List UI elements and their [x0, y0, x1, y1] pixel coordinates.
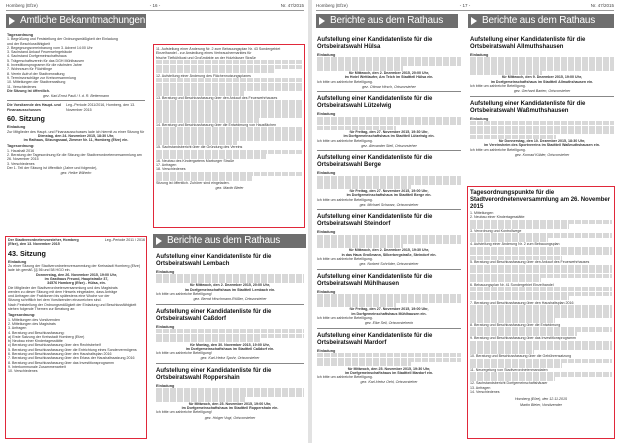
wahl-title: Aufstellung einer Kandidatenliste für die Ortsbeiratswahl Mühlhausen [317, 273, 433, 287]
list-item: b) Neubau einer Kindertagesstätte [8, 339, 63, 344]
wahl-place: im Dorfgemeinschaftshaus im Stadtteil Caßdorf ein. [185, 346, 275, 351]
svv-body-line: Nach Feststellung der Ordnungsmäßigkeit der Einladung und Beschlussfähigkeit [8, 302, 137, 307]
banner-arrow-icon [9, 17, 15, 25]
banner-amtliche-bekanntmachungen [6, 14, 146, 28]
list-item: 5. Beratung und Beschlussfassung über den Ankauf des Feuerwehrhauses [470, 260, 590, 265]
wahl-signature: gez. Holger Vogt, Ortsvorsteher [204, 415, 256, 420]
list-item: 10. Verschiedenes [8, 369, 38, 374]
sitzung60-tagesordnung: Tagesordnung: [7, 144, 35, 149]
wahl-date: für Mittwoch, den 2. Dezember 2015, 20:00 Uhr, [348, 70, 430, 75]
list-item: 5. Beratung und Beschlussfassung über die Entrichtung eines Sondervermögens [8, 347, 137, 352]
right-page [312, 0, 618, 443]
wahl-closing: Ich bitte um zahlreiche Beteiligung! [156, 292, 212, 297]
wahl-signature: gez. Michael Schwarz, Ortsvorsteher [359, 203, 419, 208]
list-item: a) Erste Satzung der Kreisstadt Homberg (Efze) [8, 334, 85, 339]
list-item: frische Tiefkühlkost und Großmärkte an der Holzhäuser Straße [156, 55, 256, 60]
list-item: 2. Neubau einer Kindertagesstätte [470, 215, 525, 220]
list-item: Einzelhandel - zur Ansiedlung eines Verbrauchermarktes für [156, 51, 252, 56]
list-item: 2. Begegnungsvereinbarung vom 3. Advent 14:00 Uhr [7, 45, 93, 50]
wahl-signature: gez. Karl-Heinz Spohr, Ortsvorsteher [200, 356, 260, 361]
wahl-date: für Mittwoch, den 2. Dezember 2015, 19:30 Uhr, [348, 248, 430, 253]
tagesordnung-a-list [7, 37, 145, 89]
list-item: 8. Verein Aufruf der Stadtverwaltung [7, 71, 65, 76]
list-item: 13. Beratung und Beschlussfassung über den Ankauf des Feuerwehrhauses [156, 95, 278, 100]
list-item: 6. Bebauungsplan Nr. 41 Sondergebiet Einzelhandel [470, 282, 554, 287]
wahl-closing: Ich bitte um zahlreiche Beteiligung. [470, 84, 526, 89]
sitzung60-signature: gez. Heike Wilhelm [60, 171, 92, 176]
list-item: 5. Trägerschaftsverein für das DGH Mühlhausen [7, 58, 85, 63]
wahl-date: für Mittwoch, den 25. November 2015, 19:00 Uhr, [188, 401, 272, 406]
svv-signature: gez. Martin Bleier [215, 186, 244, 191]
svv-header-right: Leg.-Periode 2011 / 2016 [104, 238, 145, 242]
banner-berichte-rathaus-right-b [468, 14, 614, 28]
wahl-title: Aufstellung einer Kandidatenliste für die Ortsbeiratswahl Berge [317, 155, 433, 169]
list-item: 14. Beratung und Beschlussfassung über die Entwidmung von Hausflächen [156, 122, 277, 127]
list-item: 7. Beratung und Beschlussfassung über den Haushaltsplan 2016 [470, 300, 574, 305]
right-page-column-a: Aufstellung einer Kandidatenliste für die Ortsbeiratswahl Hülsa Einladung für Mittwoch, den 2. Dezember 2015, 20:00 Uhr, im Hotel Wettlaufer, Am Teich im Stadtteil Hülsa ein. Ich bitte um zahlreiche Beteiligung. gez. Ottmar Hirsch, Ortsvorsteher Aufstellung einer Kandidatenliste für die Ortsbeiratswahl Lützelwig Einladung für Freitag, den 27. November 2015, 19:30 Uhr, im Dorfgemeinschaftshaus im Stadtteil Lützelwig ein. Ich bitte um zahlreiche Beteiligung. gez. Alexander Steil, Ortsvorsteher Aufstellung einer Kandidatenliste für die Ortsbeiratswahl Berge Einladung für Freitag, den 27. November 2015, 19:00 Uhr, im Dorfgemeinschaftshaus im Stadtteil Berge ein. Ich bitte um zahlreiche Beteiligung. gez. Michael Schwarz, Ortsvorsteher Aufstellung einer Kandidatenliste für die Ortsbeiratswahl Steindorf Einladung für Mittwoch, den 2. Dezember 2015, 19:30 Uhr, in das Haus Großmann, Silberbergstraße, Steindorf ein. Ich bitte um zahlreiche Beteiligung. gez. Norbert Schröder, Ortsvorsteher Aufstellung einer Kandidatenliste für die Ortsbeiratswahl Mühlhausen Einladung für Freitag, den 27. November 2015, 19:00 Uhr, im Dorfgemeinschaftshaus Mühlhausen ein. Ich bitte um zahlreiche Beteiligung. gez. Elke Seil, Ortsvorsteherin Aufstellung einer Kandidatenliste für die Ortsbeiratswahl Mardorf Einladung für Mittwoch, den 25. November 2015, 19:30 Uhr, im Dorfgemeinschaftshaus im Stadtteil Mardorf ein. Ich bitte um zahlreiche Beteiligung. gez. Karl-Heinz Oehl, Ortsvorsteher [317, 33, 461, 440]
wahl-date: für Freitag, den 27. November 2015, 19:00 Uhr, [349, 307, 429, 312]
banner-arrow-icon [156, 237, 162, 245]
svv-body-line: werden zu dieser Sitzung mit dem Hinweis eingeladen, dass Anträge [8, 289, 118, 294]
wahl-closing: Ich bitte um zahlreiche Beteiligung! [156, 351, 212, 356]
list-item: 2. Beratung der Tagesordnung für die Sitzung der Stadtverordnetenversammlung am 26. November 2015 [7, 153, 142, 162]
list-item: 4. Aufstellung einer Änderung Nr. 2 zum Bebauungsplan [470, 242, 560, 247]
svv-body-line: Sitzung schriftlich bei dem Vorsitzenden einzureichen sind. [8, 298, 102, 303]
vorsitz-row [7, 103, 145, 112]
wahl-signature: gez. Karl-Heinz Oehl, Ortsvorsteher [360, 380, 418, 385]
stadtverordneten-continued-content [156, 47, 303, 226]
sitzung60-einladung: Einladung [7, 125, 26, 130]
tagesordnung-svv-content [470, 189, 612, 436]
list-item: 14. Verschiedenes [470, 389, 500, 394]
box-title: Tagesordnungspunkte für die Stadtverordnetenversammlung am 26. November 2015 [470, 190, 611, 210]
wahl-closing: Ich bitte um zahlreiche Beteiligung! [156, 410, 212, 415]
sitzung60-title: 60. Sitzung [7, 114, 45, 124]
wahl-closing: Ich bitte um zahlreiche Beteiligung. [317, 375, 373, 380]
wahl-signature: gez. Alexander Steil, Ortsvorsteher [361, 143, 417, 148]
svv-body-line: stehen folgende Themen zur Beratung an: [8, 307, 76, 312]
wahl-closing: Ich bitte um zahlreiche Beteiligung. [317, 197, 373, 202]
wahl-place: im Dorfgemeinschaftshaus im Stadtteil Roppershain ein. [181, 406, 279, 410]
list-item: 9. Beratung und Beschlussfassung über das Investitionsprogramm [470, 336, 576, 341]
wahl-signature: gez. Gerhard Barten, Ortsvorsteher [513, 89, 571, 94]
wahl-title: Aufstellung einer Kandidatenliste für die Ortsbeiratswahl Allmuthshausen [470, 37, 586, 50]
banner-title: Berichte aus dem Rathaus [167, 235, 281, 246]
wahl-closing: Ich bitte um zahlreiche Beteiligung. [317, 256, 373, 261]
svv-header-row [8, 238, 145, 247]
svv-place-1: im Gasthaus Freund, Hauptstraße 37, [44, 276, 109, 281]
list-item: 16. Neubau des Kindergartens Marburger Straße [156, 158, 235, 163]
right-header-page-number: - 17 - [459, 3, 471, 8]
wahl-closing: Ich bitte um zahlreiche Beteiligung. [317, 138, 373, 143]
wahl-closing: Ich bitte um zahlreiche Beteiligung. [470, 147, 526, 152]
wahl-place: im Vereinsheim des Sportvereins im Stadtteil Waßmuthshausen ein. [484, 143, 600, 148]
svv-body-line: und Anfragen der Fraktionen bis spätestens eine Woche vor der [8, 294, 110, 299]
vorsitz-right: Leg.-Periode 2011/2016, Homberg, den 13. November 2015 [66, 103, 136, 112]
svv-intro: Zu einer Sitzung der Stadtverordnetenversammlung der Kreisstadt Homberg (Efze) lade ich gemäß §§ 56 und 58 HGO ein. [8, 264, 141, 273]
list-item: 8. Beratung und Beschlussfassung über die Entwidmung [470, 322, 561, 327]
left-page-header [6, 3, 304, 11]
left-header-town: Homberg (Efze) [6, 3, 38, 8]
list-item: 11. Neuregelung von Stadtverordnetenmandaten [470, 367, 548, 372]
wahl-place: in das Haus Großmann, Silberbergstraße, Steindorf ein. [341, 252, 437, 257]
wahl-title: Aufstellung einer Kandidatenliste für die Ortsbeiratswahl Caßdorf [156, 308, 272, 322]
wahl-date: für Freitag, den 27. November 2015, 19:30 Uhr, [349, 130, 429, 135]
banner-arrow-icon [471, 17, 477, 25]
list-item: 6. Investitionsprogramm für die nächsten Jahre [7, 63, 82, 68]
tagesordnung-a-closing: Die Sitzung ist öffentlich. [7, 88, 50, 93]
list-item: 10. Mitteilungen der Stadtverwaltung [7, 80, 66, 85]
svv-einladung: Einladung [8, 259, 27, 264]
list-item: 12. Aufstellung einer Änderung des Flächennutzungsplanes [156, 73, 251, 78]
list-item: 3. Anfragen [8, 326, 27, 331]
svv-title: 43. Sitzung [8, 248, 46, 258]
list-item: 7. Wohnraum für Flüchtlinge [7, 67, 53, 72]
list-item: 17. Anfragen [156, 163, 177, 168]
sitzung60-place: im Rathaus, Sitzungssaal, Zimmer Nr. 11, Homberg (Efze) ein. [23, 138, 129, 143]
left-header-page-number: - 16 - [149, 3, 161, 8]
tagesordnung-a-signature: gez. Karl-Ernst Pauli / f. d. R. Bettermann [43, 94, 109, 99]
list-item: 1. Mitteilungen des Vorsitzenden [8, 317, 60, 322]
wahl-signature: gez. Norbert Schröder, Ortsvorsteher [359, 262, 419, 267]
wahl-place: im Dorfgemeinschaftshaus im Stadtteil Allmuthshausen ein. [490, 79, 594, 84]
divider [7, 100, 145, 101]
wahl-date: für Donnerstag, den 10. Dezember 2015, 18:30 Uhr, [498, 139, 586, 144]
list-item: 2. Mitteilungen des Magistrats [8, 321, 56, 326]
banner-arrow-icon [319, 17, 325, 25]
left-column-top [7, 31, 145, 231]
list-item: 12. Sachstandsbericht Dorfgemeinschaftshäuser [470, 381, 548, 386]
left-header-issue: Nr. 47/2015 [280, 3, 304, 8]
right-page-column-b: Aufstellung einer Kandidatenliste für die Ortsbeiratswahl Allmuthshausen Einladung für Mittwoch, den 9. Dezember 2015, 19:00 Uhr, im Dorfgemeinschaftshaus im Stadtteil Allmuthshausen ein. Ich bitte um zahlreiche Beteiligung. gez. Gerhard Barten, Ortsvorsteher Aufstellung einer Kandidatenliste für die Ortsbeiratswahl Waßmuthshausen Einladung für Donnerstag, den 10. Dezember 2015, 18:30 Uhr, im Vereinsheim des Sportvereins im Stadtteil Waßmuthshausen ein. Ich bitte um zahlreiche Beteiligung. gez. Konrad Kübler, Ortsvorsteher [470, 33, 614, 183]
banner-berichte-rathaus-right-a [316, 14, 458, 28]
sitzung60-closing: Der 1. Teil der Sitzung ist öffentlich (Jahre und folgende), [7, 165, 98, 170]
wahl-title: Aufstellung einer Kandidatenliste für die Ortsbeiratswahl Steindorf [317, 214, 433, 228]
banner-title: Berichte aus dem Rathaus [330, 15, 444, 26]
list-item: 18. Verschiedenes [156, 167, 186, 172]
wahl-place: im Dorfgemeinschaftshaus im Stadtteil Berge ein. [346, 193, 432, 198]
list-item: 1. Mitteilungen [470, 211, 494, 215]
wahl-signature: gez. Elke Seil, Ortsvorsteherin [364, 321, 414, 326]
wahl-title: Aufstellung einer Kandidatenliste für die Ortsbeiratswahl Mardorf [317, 332, 433, 346]
list-item: 8. Beratung und Beschlussfassung über das Investitionsprogramm [8, 360, 114, 365]
wahl-date: für Freitag, den 27. November 2015, 19:00 Uhr, [349, 189, 429, 194]
list-item: 1. Haushalt 2016 [7, 148, 35, 153]
wahl-closing: Ich bitte um zahlreiche Beteiligung. [317, 316, 373, 321]
banner-berichte-rathaus-left [153, 234, 306, 248]
list-item: und der Beschlussfähigkeit [7, 41, 50, 46]
banner-title: Berichte aus dem Rathaus [482, 15, 596, 26]
list-item: 3. Sachstand Ankauf Feuerwehrgebäude [7, 50, 73, 55]
sitzung60-date: Dienstag, den 24. November 2015, 18:30 Uhr, [37, 133, 115, 138]
list-item: 3. Verschiedenes [7, 161, 35, 166]
stadtverordneten-content [8, 238, 145, 437]
list-item: 3. Verordnung und Kontrollwege [470, 228, 522, 233]
left-page [2, 0, 308, 443]
wahl-title: Aufstellung einer Kandidatenliste für die Ortsbeiratswahl Roppershain [156, 367, 272, 381]
right-header-issue: Nr. 47/2015 [590, 3, 614, 8]
wahl-place: im Dorfgemeinschaftshaus im Stadtteil Mardorf ein. [344, 370, 434, 375]
wahl-title: Aufstellung einer Kandidatenliste für die Ortsbeiratswahl Lützelwig [317, 96, 433, 110]
wahl-closing: Ich bitte um zahlreiche Beteiligung. [317, 79, 373, 84]
wahl-place: im Hotel Wettlaufer, Am Teich im Stadtteil Hülsa ein. [344, 75, 434, 80]
list-item: 10. Beratung und Beschlussfassung über die Gebührensatzung [470, 354, 572, 359]
wahl-place: im Dorfgemeinschaftshaus im Stadtteil Lembach ein. [184, 287, 276, 292]
wahl-signature: gez. Konrad Kübler, Ortsvorsteher [514, 152, 570, 157]
list-item: 4. Beratung und Beschlussfassung: [8, 330, 65, 335]
list-item: 9. Terminvorschläge zur Kreisversammlung [7, 75, 76, 80]
sitzung60-intro: Zur Mitglieder des Haupt- und Finanzausschusses lade ich hiermit zu einer Sitzung für [7, 129, 145, 134]
wahl-title: Aufstellung einer Kandidatenliste für die Ortsbeiratswahl Hülsa [317, 37, 433, 50]
wahl-title: Aufstellung einer Kandidatenliste für die Ortsbeiratswahl Waßmuthshausen [470, 100, 586, 114]
wahl-signature: gez. Ottmar Hirsch, Ortsvorsteher [362, 84, 416, 89]
left-page-wahlen-column: Aufstellung einer Kandidatenliste für die Ortsbeiratswahl Lembach Einladung für Mittwoch, den 2. Dezember 2015, 20:00 Uhr, im Dorfgemeinschaftshaus im Stadtteil Lembach ein. Ich bitte um zahlreiche Beteiligung! gez. Bernd Hirschmann-Rößler, Ortsvorsteher Aufstellung einer Kandidatenliste für die Ortsbeiratswahl Caßdorf Einladung für Montag, den 30. November 2015, 19:00 Uhr, im Dorfgemeinschaftshaus im Stadtteil Caßdorf ein. Ich bitte um zahlreiche Beteiligung! gez. Karl-Heinz Spohr, Ortsvorsteher Aufstellung einer Kandidatenliste für die Ortsbeiratswahl Roppershain Einladung für Mittwoch, den 25. November 2015, 19:00 Uhr, im Dorfgemeinschaftshaus im Stadtteil Roppershain ein. Ich bitte um zahlreiche Beteiligung! gez. Holger Vogt, Ortsvorsteher [156, 250, 304, 440]
list-item: 11. Verschiedenes [7, 84, 37, 89]
wahl-signature: gez. Bernd Hirschmann-Rößler, Ortsvorsteher [193, 297, 267, 302]
wahl-date: für Mittwoch, den 2. Dezember 2015, 20:00 Uhr, [189, 283, 271, 288]
wahl-place: im Dorfgemeinschaftshaus im Stadtteil Lützelwig ein. [343, 134, 435, 139]
list-item: 1. Begrüßung und Feststellung der Ordnungsmäßigkeit der Einladung [7, 37, 118, 42]
tagesordnung-label: Tagesordnung [7, 33, 34, 37]
list-item: 15. Sachstandsbericht über die Gründung des Vereins [156, 145, 243, 150]
list-item: 11. Aufstellung einer Änderung Nr. 2 zum Bebauungsplan Nr. 43 Sondergebiet [156, 47, 281, 51]
svv-date: Donnerstag, den 26. November 2015, 19:00 Uhr, [35, 272, 118, 277]
svv-place-2: 34576 Homberg (Efze) - Hülsa, ein. [47, 281, 106, 286]
wahl-title: Aufstellung einer Kandidatenliste für die Ortsbeiratswahl Lembach [156, 254, 272, 267]
svv-body-line: Die Mitglieder der Stadtverordnetenversammlung und des Magistrats [8, 285, 118, 290]
box-sig-place: Homberg (Efze), den 12.11.2015 [514, 397, 568, 402]
wahl-place: im Dorfgemeinschaftshaus Mühlhausen ein. [351, 311, 427, 316]
box-sig-name: Martin Bleier, Vorsitzender [519, 403, 562, 408]
svv-tagesordnung: Tagesordnung: [8, 313, 36, 318]
list-item: Sitzung ist öffentlich. Zuhörer sind eingeladen. [156, 180, 230, 185]
list-item: 9. Interkommunale Zusammenarbeit [8, 364, 66, 369]
list-item: 4. Sachstand Dorfgemeinschaftshaus [7, 54, 67, 59]
wahl-date: für Mittwoch, den 9. Dezember 2015, 19:00 Uhr, [501, 75, 583, 80]
wahl-date: für Mittwoch, den 25. November 2015, 19:30 Uhr, [347, 366, 431, 371]
list-item: 7. Beratung und Beschlussfassung über den Erlass der Haushaltssatzung 2016 [8, 356, 135, 361]
list-item: 6. Beratung und Beschlussfassung über den Haushaltsplan 2016 [8, 352, 112, 357]
vorsitz-left: Die Vorsitzende des Haupt- und Finanzausschusses [7, 103, 61, 112]
banner-title: Amtliche Bekanntmachungen [20, 15, 146, 26]
list-item: 13. Anfragen [470, 385, 491, 390]
wahl-date: für Montag, den 30. November 2015, 19:00 Uhr, [190, 342, 270, 347]
svv-header-left: Der Stadtverordnetenvorsteher, Homberg (Efze), den 13. November 2015 [8, 238, 79, 247]
right-header-town: Homberg (Efze) [316, 3, 348, 8]
right-page-header [316, 3, 614, 11]
list-item: c) Beratung und Beschlussfassung über den Rechtsbehelf [8, 343, 101, 348]
